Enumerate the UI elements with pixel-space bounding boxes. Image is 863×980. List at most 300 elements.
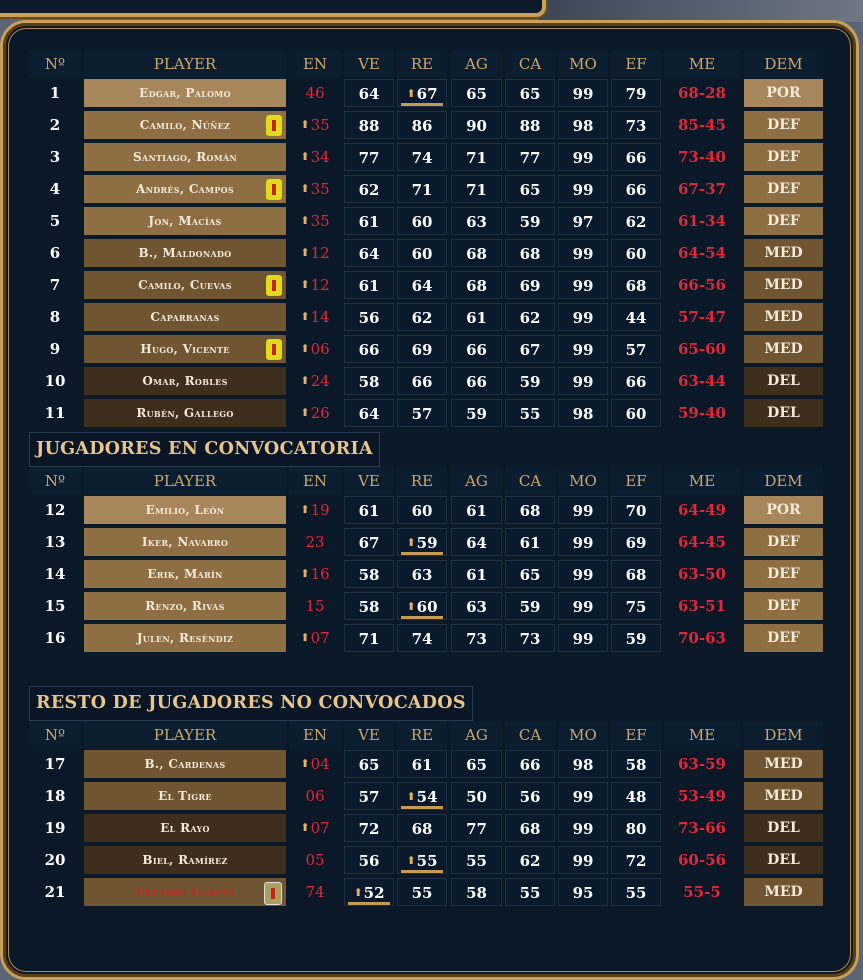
stat-underline — [401, 616, 443, 619]
player-name-text: Emilio, León — [145, 503, 225, 517]
stat-text: 60 — [411, 245, 433, 263]
energy-text: 35 — [310, 212, 330, 230]
stat-ef — [611, 560, 661, 588]
player-row[interactable] — [29, 813, 823, 843]
energy-value — [289, 143, 341, 171]
stat-ca — [505, 175, 555, 203]
stat-re — [397, 271, 447, 299]
stat-mo — [558, 335, 608, 363]
stat-mo — [558, 846, 608, 874]
header-ef[interactable]: EF — [611, 50, 661, 78]
position-badge[interactable]: DEF — [744, 624, 823, 652]
stat-text: 90 — [466, 117, 487, 135]
player-name[interactable] — [84, 846, 286, 874]
stat-ca — [505, 528, 555, 556]
energy-value — [289, 335, 341, 363]
player-row[interactable] — [29, 398, 823, 428]
match-rating: 66-56 — [678, 276, 726, 294]
energy-value — [289, 207, 341, 235]
player-row[interactable] — [29, 781, 823, 811]
position-badge[interactable]: DEF — [744, 207, 823, 235]
energy-value — [289, 750, 341, 778]
stat-text: 70 — [625, 502, 647, 520]
energy-value — [289, 846, 341, 874]
stat-text: 55 — [416, 852, 438, 870]
stat-text: 65 — [358, 756, 380, 774]
stat-text: 67 — [416, 85, 438, 103]
player-name-text: El Rayo — [160, 821, 210, 835]
stat-text: 62 — [411, 309, 433, 327]
energy-text: 24 — [310, 372, 330, 390]
energy-value — [289, 367, 341, 395]
stat-text: 60 — [411, 502, 433, 520]
yellow-card-icon — [264, 882, 282, 905]
stat-ef — [611, 878, 661, 906]
stat-text: 99 — [572, 534, 594, 552]
position-badge[interactable]: DEF — [744, 528, 823, 556]
header-ef[interactable]: EF — [611, 467, 661, 495]
player-name[interactable] — [84, 111, 286, 139]
header-ve[interactable]: VE — [344, 50, 394, 78]
stat-re — [397, 560, 447, 588]
match-rating: 60-56 — [678, 851, 726, 869]
header-en[interactable]: EN — [289, 467, 341, 495]
stat-text: 67 — [358, 534, 380, 552]
stat-text: 67 — [519, 341, 541, 359]
match-rating: 55-5 — [683, 883, 721, 901]
up-arrow-icon: ⬆ — [300, 150, 310, 163]
stat-ef — [611, 624, 661, 652]
stat-text: 99 — [572, 341, 594, 359]
stat-text: 63 — [466, 598, 487, 616]
stat-ve — [344, 878, 394, 906]
column-header-row — [29, 720, 823, 750]
stat-text: 56 — [519, 788, 541, 806]
up-arrow-icon: ⬆ — [406, 790, 416, 803]
header-ve[interactable]: VE — [344, 721, 394, 749]
player-row[interactable] — [29, 366, 823, 396]
stat-ve — [344, 175, 394, 203]
stat-ef — [611, 175, 661, 203]
player-name-text: Rubén, Gallego — [136, 406, 234, 420]
stat-ca — [505, 750, 555, 778]
player-name[interactable] — [84, 271, 286, 299]
player-number: 6 — [49, 244, 61, 262]
stat-text: 99 — [572, 277, 594, 295]
player-name-text: Edgar, Palomo — [139, 86, 231, 100]
stat-text: 66 — [411, 373, 433, 391]
stat-text: 50 — [466, 788, 487, 806]
player-name[interactable] — [84, 782, 286, 810]
player-number: 9 — [49, 340, 61, 358]
header-dem[interactable]: DEM — [744, 721, 823, 749]
stat-ag — [451, 624, 502, 652]
stat-ca — [505, 782, 555, 810]
stat-text: 66 — [625, 149, 647, 167]
stat-ve — [344, 271, 394, 299]
stat-text: 55 — [466, 852, 487, 870]
stat-text: 64 — [411, 277, 433, 295]
energy-text: 06 — [305, 787, 325, 805]
stat-text: 59 — [625, 630, 647, 648]
player-name[interactable] — [84, 143, 286, 171]
energy-text: 35 — [310, 180, 330, 198]
player-name[interactable] — [84, 814, 286, 842]
player-name[interactable] — [84, 207, 286, 235]
stat-text: 97 — [572, 213, 594, 231]
player-number: 11 — [44, 404, 66, 422]
player-row[interactable] — [29, 623, 823, 653]
player-number: 13 — [44, 533, 66, 551]
up-arrow-icon: ⬆ — [406, 600, 416, 613]
player-number: 12 — [44, 501, 66, 519]
stat-ef — [611, 303, 661, 331]
stat-text: 62 — [625, 213, 647, 231]
header-en[interactable]: EN — [289, 721, 341, 749]
header-ag[interactable]: AG — [451, 721, 502, 749]
player-row[interactable] — [29, 206, 823, 236]
stat-text: 77 — [466, 820, 487, 838]
stat-text: 56 — [358, 852, 380, 870]
player-row[interactable] — [29, 334, 823, 364]
stat-ve — [344, 624, 394, 652]
player-name-text: Hugo, Vicente — [140, 342, 230, 356]
header-no[interactable]: Nº — [29, 467, 81, 495]
position-badge[interactable]: MED — [744, 750, 823, 778]
player-name-text: Renzo, Rivas — [145, 599, 225, 613]
header-ca[interactable]: CA — [505, 467, 555, 495]
stat-ef — [611, 207, 661, 235]
player-name[interactable] — [84, 79, 286, 107]
stat-text: 66 — [466, 373, 487, 391]
stat-text: 54 — [416, 788, 438, 806]
position-badge[interactable]: DEL — [744, 367, 823, 395]
stat-ef — [611, 496, 661, 524]
player-name-text: B., Maldonado — [138, 246, 232, 260]
match-rating: 64-49 — [678, 501, 726, 519]
player-row[interactable] — [29, 749, 823, 779]
position-badge[interactable]: DEF — [744, 592, 823, 620]
header-ca[interactable]: CA — [505, 50, 555, 78]
stat-text: 62 — [358, 181, 380, 199]
header-ag[interactable]: AG — [451, 50, 502, 78]
player-row[interactable] — [29, 591, 823, 621]
player-name[interactable] — [84, 367, 286, 395]
position-badge[interactable]: DEF — [744, 560, 823, 588]
stat-mo — [558, 367, 608, 395]
position-badge[interactable]: MED — [744, 782, 823, 810]
stat-re — [397, 496, 447, 524]
energy-text: 19 — [310, 501, 330, 519]
stat-ca — [505, 624, 555, 652]
player-name-text: Erik, Marín — [147, 567, 223, 581]
match-rating: 70-63 — [678, 629, 726, 647]
position-badge[interactable]: DEF — [744, 143, 823, 171]
player-name-text: Santiago, Román — [132, 150, 238, 164]
stat-text: 99 — [572, 630, 594, 648]
player-row[interactable] — [29, 302, 823, 332]
up-arrow-icon: ⬆ — [300, 757, 310, 770]
stat-text: 48 — [625, 788, 647, 806]
position-badge[interactable]: MED — [744, 271, 823, 299]
stat-text: 71 — [466, 149, 487, 167]
stat-text: 98 — [572, 117, 594, 135]
stat-ca — [505, 303, 555, 331]
match-rating: 57-47 — [678, 308, 726, 326]
player-name[interactable] — [84, 496, 286, 524]
stat-ef — [611, 111, 661, 139]
player-row[interactable] — [29, 845, 823, 875]
player-number: 2 — [49, 116, 61, 134]
player-row[interactable] — [29, 270, 823, 300]
position-badge[interactable]: MED — [744, 878, 823, 906]
stat-mo — [558, 814, 608, 842]
match-rating: 85-45 — [678, 116, 726, 134]
stat-text: 69 — [519, 277, 541, 295]
stat-re — [397, 111, 447, 139]
stat-text: 57 — [358, 788, 380, 806]
stat-text: 68 — [519, 245, 541, 263]
stat-ag — [451, 207, 502, 235]
up-arrow-icon: ⬆ — [300, 374, 310, 387]
player-name[interactable] — [84, 239, 286, 267]
up-arrow-icon: ⬆ — [300, 278, 310, 291]
stat-text: 61 — [358, 277, 380, 295]
stat-text: 66 — [358, 341, 380, 359]
energy-value — [289, 399, 341, 427]
player-name[interactable] — [84, 528, 286, 556]
header-me[interactable]: ME — [664, 467, 740, 495]
stat-ef — [611, 750, 661, 778]
stat-mo — [558, 560, 608, 588]
stat-ve — [344, 111, 394, 139]
player-name-text: Jon, Macías — [148, 214, 222, 228]
header-player[interactable]: PLAYER — [84, 50, 286, 78]
stat-ag — [451, 399, 502, 427]
header-no[interactable]: Nº — [29, 721, 81, 749]
header-re[interactable]: RE — [397, 721, 447, 749]
stat-text: 71 — [466, 181, 487, 199]
position-badge[interactable]: MED — [744, 303, 823, 331]
player-name[interactable] — [84, 624, 286, 652]
stat-ca — [505, 79, 555, 107]
header-player[interactable]: PLAYER — [84, 467, 286, 495]
stat-ve — [344, 814, 394, 842]
stat-text: 66 — [625, 181, 647, 199]
stat-ag — [451, 239, 502, 267]
energy-value — [289, 175, 341, 203]
stat-text: 72 — [625, 852, 647, 870]
stat-text: 99 — [572, 181, 594, 199]
stat-ef — [611, 335, 661, 363]
player-number: 4 — [49, 180, 61, 198]
match-rating: 53-49 — [678, 787, 726, 805]
player-row[interactable] — [29, 877, 823, 907]
stat-ve — [344, 496, 394, 524]
stat-text: 64 — [358, 405, 380, 423]
stat-text: 65 — [519, 566, 541, 584]
stat-underline — [401, 552, 443, 555]
stat-text: 58 — [358, 373, 380, 391]
energy-text: 15 — [305, 597, 325, 615]
up-arrow-icon: ⬆ — [406, 854, 416, 867]
header-mo[interactable]: MO — [558, 50, 608, 78]
stat-ag — [451, 528, 502, 556]
stat-ag — [451, 79, 502, 107]
player-name[interactable] — [84, 175, 286, 203]
stat-text: 98 — [572, 405, 594, 423]
player-row[interactable] — [29, 238, 823, 268]
stat-text: 68 — [625, 566, 647, 584]
header-ag[interactable]: AG — [451, 467, 502, 495]
header-mo[interactable]: MO — [558, 721, 608, 749]
stat-text: 68 — [519, 820, 541, 838]
stat-text: 61 — [358, 213, 380, 231]
stat-ca — [505, 335, 555, 363]
energy-text: 05 — [305, 851, 325, 869]
stat-re — [397, 592, 447, 620]
header-en[interactable]: EN — [289, 50, 341, 78]
player-number: 8 — [49, 308, 61, 326]
energy-value — [289, 560, 341, 588]
up-arrow-icon: ⬆ — [300, 503, 310, 516]
header-no[interactable]: Nº — [29, 50, 81, 78]
stat-text: 75 — [625, 598, 647, 616]
yellow-card-icon — [266, 115, 282, 136]
stat-text: 99 — [572, 820, 594, 838]
header-dem[interactable]: DEM — [744, 50, 823, 78]
stat-mo — [558, 207, 608, 235]
player-name-text: El Tigre — [158, 789, 212, 803]
header-re[interactable]: RE — [397, 50, 447, 78]
position-badge[interactable]: POR — [744, 496, 823, 524]
player-row[interactable] — [29, 174, 823, 204]
player-number: 15 — [44, 597, 66, 615]
header-ve[interactable]: VE — [344, 467, 394, 495]
stat-text: 61 — [466, 502, 487, 520]
stat-ve — [344, 303, 394, 331]
stat-ef — [611, 79, 661, 107]
player-number: 14 — [44, 565, 66, 583]
header-me[interactable]: ME — [664, 50, 740, 78]
header-re[interactable]: RE — [397, 467, 447, 495]
energy-text: 26 — [310, 404, 330, 422]
stat-text: 80 — [625, 820, 647, 838]
stat-ag — [451, 303, 502, 331]
stat-ag — [451, 271, 502, 299]
up-arrow-icon: ⬆ — [300, 821, 310, 834]
stat-mo — [558, 271, 608, 299]
position-badge[interactable]: DEF — [744, 111, 823, 139]
match-rating: 63-51 — [678, 597, 726, 615]
header-player[interactable]: PLAYER — [84, 721, 286, 749]
player-name[interactable] — [84, 878, 286, 906]
header-dem[interactable]: DEM — [744, 467, 823, 495]
match-rating: 61-34 — [678, 212, 726, 230]
stat-ag — [451, 592, 502, 620]
header-mo[interactable]: MO — [558, 467, 608, 495]
player-name[interactable] — [84, 592, 286, 620]
match-rating: 65-60 — [678, 340, 726, 358]
player-name[interactable] — [84, 560, 286, 588]
position-badge[interactable]: DEL — [744, 846, 823, 874]
stat-ca — [505, 496, 555, 524]
stat-text: 60 — [625, 405, 647, 423]
stat-re — [397, 814, 447, 842]
stat-ca — [505, 399, 555, 427]
energy-value — [289, 111, 341, 139]
position-badge[interactable]: DEL — [744, 399, 823, 427]
stat-text: 64 — [466, 534, 487, 552]
player-name[interactable] — [84, 750, 286, 778]
stat-ag — [451, 335, 502, 363]
header-me[interactable]: ME — [664, 721, 740, 749]
energy-text: 06 — [310, 340, 330, 358]
player-row[interactable] — [29, 78, 823, 108]
stat-text: 88 — [358, 117, 380, 135]
stat-re — [397, 528, 447, 556]
energy-text: 04 — [310, 755, 330, 773]
stat-ca — [505, 143, 555, 171]
stat-text: 58 — [358, 598, 380, 616]
player-name[interactable] — [84, 335, 286, 363]
stat-ef — [611, 399, 661, 427]
player-name[interactable] — [84, 399, 286, 427]
stat-text: 77 — [358, 149, 380, 167]
player-name[interactable] — [84, 303, 286, 331]
stat-text: 86 — [411, 117, 433, 135]
player-row[interactable] — [29, 110, 823, 140]
player-row[interactable] — [29, 559, 823, 589]
stat-text: 61 — [519, 534, 541, 552]
position-badge[interactable]: MED — [744, 239, 823, 267]
position-badge[interactable]: DEF — [744, 175, 823, 203]
player-row[interactable] — [29, 527, 823, 557]
stat-text: 99 — [572, 852, 594, 870]
match-rating: 63-59 — [678, 755, 726, 773]
energy-value — [289, 239, 341, 267]
stat-text: 64 — [358, 245, 380, 263]
position-badge[interactable]: DEL — [744, 814, 823, 842]
up-arrow-icon: ⬆ — [406, 536, 416, 549]
stat-text: 74 — [411, 149, 433, 167]
stat-text: 99 — [572, 502, 594, 520]
stat-re — [397, 239, 447, 267]
player-row[interactable] — [29, 142, 823, 172]
stat-text: 55 — [519, 405, 541, 423]
stat-text: 64 — [358, 85, 380, 103]
energy-value — [289, 624, 341, 652]
header-ca[interactable]: CA — [505, 721, 555, 749]
stat-text: 65 — [466, 756, 487, 774]
stat-ca — [505, 560, 555, 588]
stat-re — [397, 207, 447, 235]
energy-text: 74 — [305, 883, 325, 901]
position-badge[interactable]: POR — [744, 79, 823, 107]
column-header-row — [29, 49, 823, 79]
stat-text: 66 — [519, 756, 541, 774]
stat-mo — [558, 303, 608, 331]
header-ef[interactable]: EF — [611, 721, 661, 749]
stat-text: 68 — [519, 502, 541, 520]
stat-underline — [401, 103, 443, 106]
position-badge[interactable]: MED — [744, 335, 823, 363]
energy-value — [289, 528, 341, 556]
player-row[interactable] — [29, 495, 823, 525]
stat-text: 99 — [572, 309, 594, 327]
stat-text: 66 — [625, 373, 647, 391]
stat-text: 88 — [519, 117, 541, 135]
